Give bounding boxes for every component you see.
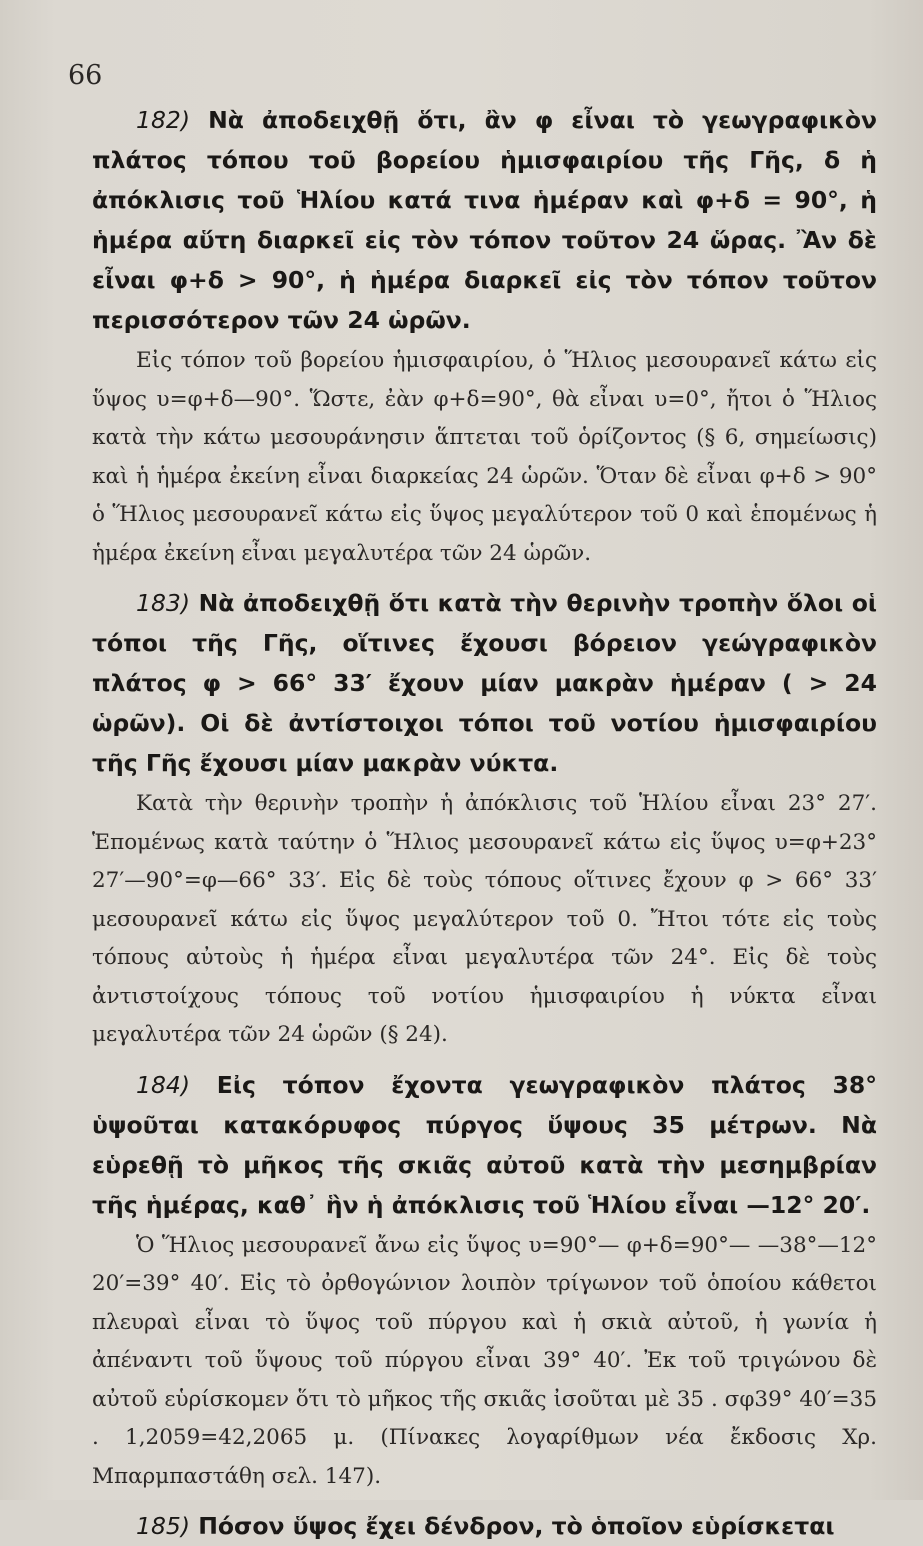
problem-184-solution: Ὁ Ἥλιος μεσουρανεῖ ἄνω εἰς ὕψος υ=90°— φ+δ=90°— —38°—12° 20′=39° 40′. Εἰς τὸ ὀρθογώνιον λοιπὸν τρίγωνον τοῦ ὁποίου κάθετοι πλευραὶ εἶναι τὸ ὕψος τοῦ πύργου καὶ ἡ σκιὰ αὐτοῦ, ἡ γωνία ἡ ἀπέναντι τοῦ ὕψους τοῦ πύργου εἶναι 39° 40′. Ἐκ τοῦ τριγώνου δὲ αὐτοῦ εὑρίσκομεν ὅτι τὸ μῆκος τῆς σκιᾶς ἰσοῦται μὲ 35 . σφ39° 40′=35 . 1,2059=42,2065 μ. (Πίνακες λογαρίθμων νέα ἔκδοσις Χρ. Μπαρμπαστάθη σελ. 147). (92, 1232, 877, 1489)
problem-182-solution: Εἰς τόπον τοῦ βορείου ἡμισφαιρίου, ὁ Ἥλιος μεσουρανεῖ κάτω εἰς ὕψος υ=φ+δ—90°. Ὥστε, ἐὰν φ+δ=90°, θὰ εἶναι υ=0°, ἤτοι ὁ Ἥλιος κατὰ τὴν κάτω μεσουράνησιν ἅπτεται τοῦ ὁρίζοντος (§ 6, σημείωσις) καὶ ἡ ἡμέρα ἐκείνη εἶναι διαρκείας 24 ὡρῶν. Ὅταν δὲ εἶναι φ+δ > 90° ὁ Ἥλιος μεσουρανεῖ κάτω εἰς ὕψος μεγαλύτερον τοῦ 0 καὶ ἑπομένως ἡ ἡμέρα ἐκείνη εἶναι μεγαλυτέρα τῶν 24 ὡρῶν. (92, 348, 877, 566)
problem-182-number: 182) (136, 106, 191, 134)
problem-185-text: Πόσον ὕψος ἔχει δένδρον, τὸ ὁποῖον εὑρίσκεται (198, 1512, 835, 1540)
problem-185-statement (92, 1506, 877, 1546)
problem-182-text: Νὰ ἀποδειχθῇ ὅτι, ἂν φ εἶναι τὸ γεωγραφικὸν πλάτος τόπου τοῦ βορείου ἡμισφαιρίου τῆς Γῆς, δ ἡ ἀπόκλισις τοῦ Ἡλίου κατά τινα ἡμέραν καὶ φ+δ = 90°, ἡ ἡμέρα αὕτη διαρκεῖ εἰς τὸν τόπον τοῦτον 24 ὥρας. Ἂν δὲ εἶναι φ+δ > 90°, ἡ ἡμέρα διαρκεῖ εἰς τὸν τόπον τοῦτον περισσότερον τῶν 24 ὡρῶν. (92, 106, 878, 334)
problem-184-statement (92, 1065, 877, 1225)
problem-183-solution: Κατὰ τὴν θερινὴν τροπὴν ἡ ἀπόκλισις τοῦ Ἡλίου εἶναι 23° 27′. Ἑπομένως κατὰ ταύτην ὁ Ἥλιος μεσουρανεῖ κάτω εἰς ὕψος υ=φ+23° 27′—90°=φ—66° 33′. Εἰς δὲ τοὺς τόπους οἵτινες ἔχουν φ > 66° 33′ μεσουρανεῖ κάτω εἰς ὕψος μεγαλύτερον τοῦ 0. Ἤτοι τότε εἰς τοὺς τόπους αὐτοὺς ἡ ἡμέρα εἶναι μεγαλυτέρα τῶν 24°. Εἰς δὲ τοὺς ἀντιστοίχους τόπους τοῦ νοτίου ἡμισφαιρίου ἡ νύκτα εἶναι μεγαλυτέρα τῶν 24 ὡρῶν (§ 24). (92, 791, 877, 1047)
problem-183-statement (92, 583, 877, 783)
problem-182-statement (92, 100, 877, 340)
problem-183-text: Νὰ ἀποδειχθῇ ὅτι κατὰ τὴν θερινὴν τροπὴν ὅλοι οἱ τόποι τῆς Γῆς, οἵτινες ἔχουσι βόρειον γεώγραφικὸν πλάτος φ > 66° 33′ ἔχουν μίαν μακρὰν ἡμέραν ( > 24 ὡρῶν). Οἱ δὲ ἀντίστοιχοι τόποι τοῦ νοτίου ἡμισφαιρίου τῆς Γῆς ἔχουσι μίαν μακρὰν νύκτα. (92, 589, 877, 777)
problem-185-number: 185) (136, 1512, 191, 1540)
problem-184-text: Εἰς τόπον ἔχοντα γεωγραφικὸν πλάτος 38° ὑψοῦται κατακόρυφος πύργος ὕψους 35 μέτρων. Νὰ εὑρεθῇ τὸ μῆκος τῆς σκιᾶς αὐτοῦ κατὰ τὴν μεσημβρίαν τῆς ἡμέρας, καθ᾽ ἣν ἡ ἀπόκλισις τοῦ Ἡλίου εἶναι —12° 20′. (92, 1070, 877, 1219)
problem-184-number: 184) (136, 1070, 191, 1099)
problem-183-number: 183) (136, 589, 191, 617)
page-body (92, 100, 877, 1546)
page-number: 66 (68, 60, 103, 91)
